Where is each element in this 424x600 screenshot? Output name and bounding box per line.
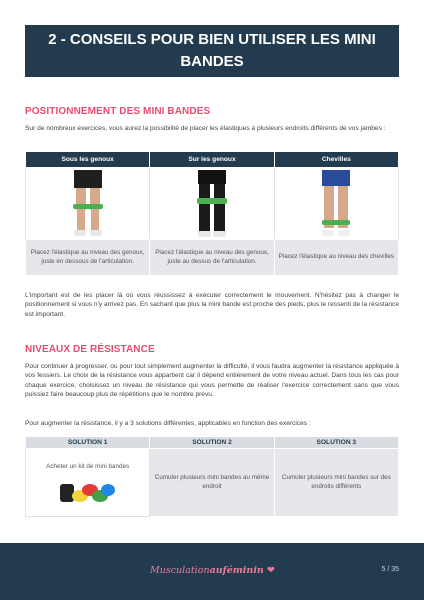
page-number: 5 / 35 xyxy=(381,566,399,573)
col-sous-genoux: Sous les genoux xyxy=(26,152,150,168)
photo-sous-genoux-cell xyxy=(26,168,150,240)
col-solution-3: SOLUTION 3 xyxy=(274,437,398,449)
photo-chevilles-cell xyxy=(274,168,398,240)
col-chevilles: Chevilles xyxy=(274,152,398,168)
col-solution-1: SOLUTION 1 xyxy=(26,437,150,449)
heart-icon: ❤ xyxy=(266,565,275,576)
section-heading-resistance: NIVEAUX DE RÉSISTANCE xyxy=(25,344,155,355)
caption-sous-genoux: Placez l'élastique au niveau des genoux, juste en dessous de l'articulation. xyxy=(26,240,150,276)
photo-sous-genoux xyxy=(62,170,114,238)
section1-note: L'important est de les placer là où vous réussissez à exécuter correctement le mouvement. N'hésitez pas à changer le positionnement si vous n'y arrivez pas. En sachant que plus la mini bande est proche des pieds, plus le ressenti de la résistance est important. xyxy=(25,292,400,318)
section2-intro: Pour continuer à progresser, ou pour tout simplement augmenter la difficulté, il vous faudra augmenter la résistance appliquée à vos fessiers. Le choix de la résistance vous appartient car il dépend entièrement de votre niveau actuel. Dans tous les cas pour chaque exercice, choisissez un niveau de résistance qui vous permette de réaliser l'exercice correctement sans que vous puissiez faire beaucoup plus de répétitions que le nombre prévu. xyxy=(25,363,399,398)
page-title: 2 - CONSEILS POUR BIEN UTILISER LES MINI BANDES xyxy=(25,25,399,77)
section2-lead: Pour augmenter la résistance, il y a 3 solutions différentes, applicables en fonction des exercices : xyxy=(25,420,311,427)
positions-table xyxy=(25,151,399,276)
solutions-table xyxy=(25,436,399,517)
section1-intro: Sur de nombreux exercices, vous aurez la possibilité de placer les élastiques à plusieurs endroits différents de vos jambes : xyxy=(25,125,386,132)
photo-sur-genoux-cell xyxy=(150,168,274,240)
photo-chevilles xyxy=(310,170,362,238)
solution-2: Cumuler plusieurs mini bandes au même endroit xyxy=(150,449,274,517)
caption-sur-genoux: Placez l'élastique au niveau des genoux, juste au dessus de l'articulation. xyxy=(150,240,274,276)
brand-right: auféminin xyxy=(209,565,264,576)
col-solution-2: SOLUTION 2 xyxy=(150,437,274,449)
section-heading-positionnement: POSITIONNEMENT DES MINI BANDES xyxy=(25,106,211,117)
photo-sur-genoux xyxy=(186,170,238,238)
bands-kit-image xyxy=(58,480,118,506)
caption-chevilles: Placez l'élastique au niveau des chevilles xyxy=(274,240,398,276)
solution-1-text: Acheter un kit de mini bandes xyxy=(46,463,130,470)
brand-left: Musculation xyxy=(150,565,210,576)
solution-3: Cumuler plusieurs mini bandes sur des endroits différents xyxy=(274,449,398,517)
page-footer xyxy=(0,543,424,600)
col-sur-genoux: Sur les genoux xyxy=(150,152,274,168)
brand-logo xyxy=(150,565,275,576)
solution-1-cell xyxy=(26,449,150,517)
